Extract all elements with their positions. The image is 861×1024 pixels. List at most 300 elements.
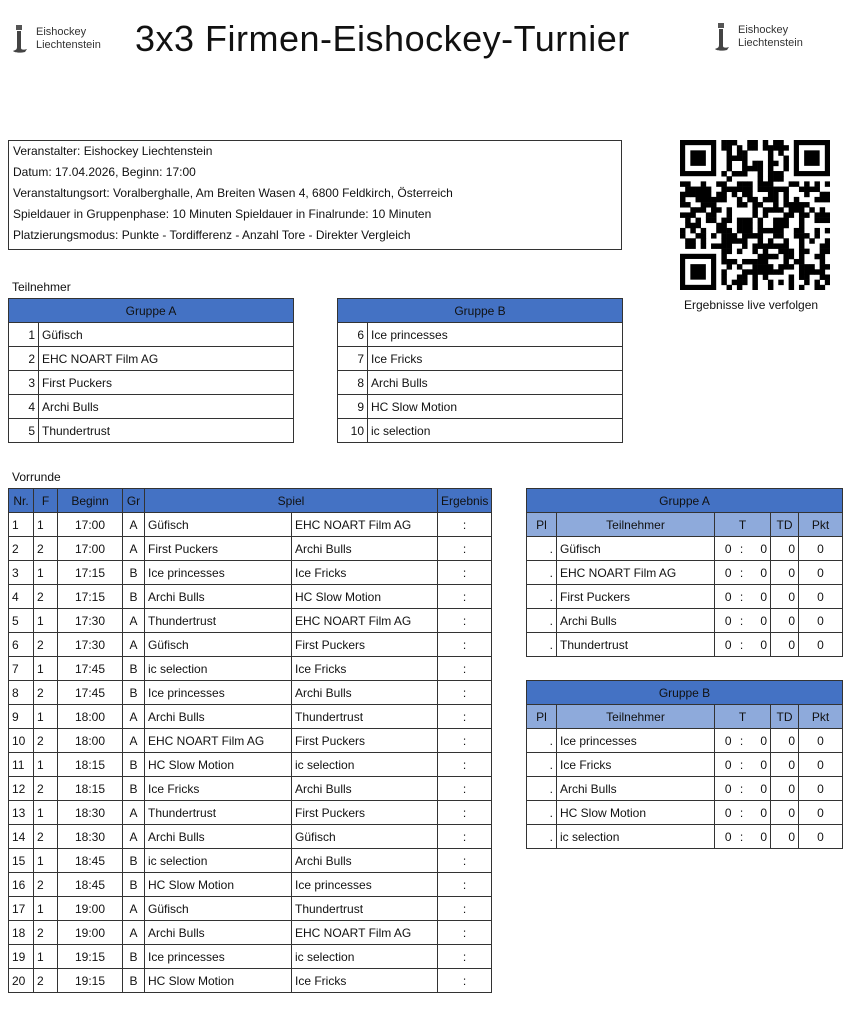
game-number: 12 bbox=[9, 777, 34, 801]
result: : bbox=[438, 945, 492, 969]
qr-code-icon[interactable] bbox=[680, 140, 830, 290]
home-team: Ice princesses bbox=[145, 561, 292, 585]
game-number: 6 bbox=[9, 633, 34, 657]
place: . bbox=[527, 537, 557, 561]
group: B bbox=[123, 657, 145, 681]
team-name: ic selection bbox=[557, 825, 715, 849]
points: 0 bbox=[799, 585, 843, 609]
participant-number: 6 bbox=[338, 323, 368, 347]
column-header: T bbox=[715, 705, 771, 729]
logo-text-1: Eishockey bbox=[738, 24, 789, 36]
goals-against: 0 bbox=[749, 537, 771, 561]
goals-separator: : bbox=[735, 825, 749, 849]
goals-against: 0 bbox=[749, 777, 771, 801]
goal-difference: 0 bbox=[771, 801, 799, 825]
group: B bbox=[123, 849, 145, 873]
start-time: 17:00 bbox=[58, 537, 123, 561]
goals-for: 0 bbox=[715, 561, 735, 585]
place: . bbox=[527, 561, 557, 585]
away-team: First Puckers bbox=[292, 729, 438, 753]
goals-separator: : bbox=[735, 633, 749, 657]
participants-group-a bbox=[8, 298, 294, 443]
participant-number: 1 bbox=[9, 323, 39, 347]
start-time: 19:15 bbox=[58, 969, 123, 993]
place: . bbox=[527, 825, 557, 849]
points: 0 bbox=[799, 729, 843, 753]
game-row bbox=[9, 969, 492, 993]
result: : bbox=[438, 705, 492, 729]
goals-separator: : bbox=[735, 753, 749, 777]
game-number: 2 bbox=[9, 537, 34, 561]
team-name: First Puckers bbox=[557, 585, 715, 609]
result: : bbox=[438, 681, 492, 705]
field: 2 bbox=[34, 825, 58, 849]
game-number: 8 bbox=[9, 681, 34, 705]
game-number: 5 bbox=[9, 609, 34, 633]
participant-name: EHC NOART Film AG bbox=[39, 347, 294, 371]
participant-row bbox=[9, 419, 294, 443]
goals-separator: : bbox=[735, 801, 749, 825]
team-name: Ice Fricks bbox=[557, 753, 715, 777]
goal-difference: 0 bbox=[771, 561, 799, 585]
group: B bbox=[123, 969, 145, 993]
game-number: 10 bbox=[9, 729, 34, 753]
start-time: 18:00 bbox=[58, 705, 123, 729]
group: B bbox=[123, 561, 145, 585]
goals-separator: : bbox=[735, 561, 749, 585]
team-name: Ice princesses bbox=[557, 729, 715, 753]
column-header: Nr. bbox=[9, 489, 34, 513]
game-row bbox=[9, 849, 492, 873]
group: A bbox=[123, 609, 145, 633]
away-team: EHC NOART Film AG bbox=[292, 609, 438, 633]
home-team: Archi Bulls bbox=[145, 585, 292, 609]
result: : bbox=[438, 969, 492, 993]
game-number: 16 bbox=[9, 873, 34, 897]
start-time: 19:00 bbox=[58, 897, 123, 921]
goal-difference: 0 bbox=[771, 609, 799, 633]
game-row bbox=[9, 561, 492, 585]
participant-number: 3 bbox=[9, 371, 39, 395]
column-header: Pkt bbox=[799, 513, 843, 537]
points: 0 bbox=[799, 633, 843, 657]
game-number: 20 bbox=[9, 969, 34, 993]
game-number: 18 bbox=[9, 921, 34, 945]
home-team: Archi Bulls bbox=[145, 921, 292, 945]
logo-text-1: Eishockey bbox=[36, 26, 87, 38]
goals-against: 0 bbox=[749, 825, 771, 849]
column-header: Pl bbox=[527, 513, 557, 537]
result: : bbox=[438, 561, 492, 585]
start-time: 19:00 bbox=[58, 921, 123, 945]
standings-title: Gruppe B bbox=[527, 681, 843, 705]
standings-row bbox=[527, 777, 843, 801]
game-row bbox=[9, 681, 492, 705]
participant-name: Ice princesses bbox=[368, 323, 623, 347]
game-row bbox=[9, 585, 492, 609]
standings-row bbox=[527, 585, 843, 609]
goals-separator: : bbox=[735, 729, 749, 753]
group: A bbox=[123, 537, 145, 561]
place: . bbox=[527, 609, 557, 633]
column-header: Spiel bbox=[145, 489, 438, 513]
goals-separator: : bbox=[735, 537, 749, 561]
goals-against: 0 bbox=[749, 633, 771, 657]
away-team: First Puckers bbox=[292, 801, 438, 825]
home-team: HC Slow Motion bbox=[145, 873, 292, 897]
home-team: Thundertrust bbox=[145, 609, 292, 633]
home-team: Ice princesses bbox=[145, 681, 292, 705]
goals-for: 0 bbox=[715, 585, 735, 609]
group: B bbox=[123, 873, 145, 897]
away-team: Archi Bulls bbox=[292, 777, 438, 801]
participant-row bbox=[338, 395, 623, 419]
result: : bbox=[438, 585, 492, 609]
info-date: Datum: 17.04.2026, Beginn: 17:00 bbox=[13, 165, 196, 179]
game-number: 15 bbox=[9, 849, 34, 873]
goals-for: 0 bbox=[715, 825, 735, 849]
game-number: 7 bbox=[9, 657, 34, 681]
away-team: ic selection bbox=[292, 945, 438, 969]
place: . bbox=[527, 633, 557, 657]
goal-difference: 0 bbox=[771, 585, 799, 609]
games-table bbox=[8, 488, 492, 993]
place: . bbox=[527, 753, 557, 777]
game-number: 4 bbox=[9, 585, 34, 609]
result: : bbox=[438, 897, 492, 921]
field: 1 bbox=[34, 705, 58, 729]
field: 1 bbox=[34, 897, 58, 921]
goal-difference: 0 bbox=[771, 633, 799, 657]
team-name: Güfisch bbox=[557, 537, 715, 561]
result: : bbox=[438, 657, 492, 681]
field: 2 bbox=[34, 537, 58, 561]
group: B bbox=[123, 753, 145, 777]
game-number: 13 bbox=[9, 801, 34, 825]
goals-against: 0 bbox=[749, 585, 771, 609]
column-header: T bbox=[715, 513, 771, 537]
goals-for: 0 bbox=[715, 609, 735, 633]
standings-row bbox=[527, 729, 843, 753]
result: : bbox=[438, 873, 492, 897]
group: B bbox=[123, 681, 145, 705]
game-row bbox=[9, 633, 492, 657]
field: 1 bbox=[34, 561, 58, 585]
place: . bbox=[527, 801, 557, 825]
page-title: 3x3 Firmen-Eishockey-Turnier bbox=[135, 18, 630, 59]
logo-right bbox=[712, 22, 803, 52]
game-number: 3 bbox=[9, 561, 34, 585]
away-team: Archi Bulls bbox=[292, 681, 438, 705]
field: 2 bbox=[34, 633, 58, 657]
field: 2 bbox=[34, 777, 58, 801]
start-time: 17:15 bbox=[58, 585, 123, 609]
column-header: TD bbox=[771, 513, 799, 537]
goals-separator: : bbox=[735, 609, 749, 633]
standings-title: Gruppe A bbox=[527, 489, 843, 513]
game-number: 9 bbox=[9, 705, 34, 729]
team-name: Thundertrust bbox=[557, 633, 715, 657]
away-team: Ice Fricks bbox=[292, 561, 438, 585]
participant-row bbox=[338, 347, 623, 371]
away-team: Ice princesses bbox=[292, 873, 438, 897]
info-organizer: Veranstalter: Eishockey Liechtenstein bbox=[13, 144, 213, 158]
standings-row bbox=[527, 753, 843, 777]
field: 2 bbox=[34, 969, 58, 993]
goals-against: 0 bbox=[749, 753, 771, 777]
qr-caption: Ergebnisse live verfolgen bbox=[684, 298, 819, 312]
goals-against: 0 bbox=[749, 609, 771, 633]
standings-row bbox=[527, 537, 843, 561]
start-time: 17:45 bbox=[58, 657, 123, 681]
away-team: Thundertrust bbox=[292, 897, 438, 921]
home-team: Güfisch bbox=[145, 633, 292, 657]
result: : bbox=[438, 801, 492, 825]
points: 0 bbox=[799, 825, 843, 849]
home-team: Ice princesses bbox=[145, 945, 292, 969]
home-team: Archi Bulls bbox=[145, 825, 292, 849]
away-team: First Puckers bbox=[292, 633, 438, 657]
start-time: 17:15 bbox=[58, 561, 123, 585]
team-name: Archi Bulls bbox=[557, 777, 715, 801]
standings-row bbox=[527, 633, 843, 657]
away-team: ic selection bbox=[292, 753, 438, 777]
standings-row bbox=[527, 609, 843, 633]
column-header: TD bbox=[771, 705, 799, 729]
result: : bbox=[438, 777, 492, 801]
group-header: Gruppe A bbox=[9, 299, 294, 323]
crown-l-logo-icon bbox=[10, 24, 28, 54]
goal-difference: 0 bbox=[771, 753, 799, 777]
goals-for: 0 bbox=[715, 801, 735, 825]
participant-name: First Puckers bbox=[39, 371, 294, 395]
crown-l-logo-icon bbox=[712, 22, 730, 52]
participant-number: 7 bbox=[338, 347, 368, 371]
game-row bbox=[9, 753, 492, 777]
info-duration: Spieldauer in Gruppenphase: 10 Minuten Spieldauer in Finalrunde: 10 Minuten bbox=[13, 207, 432, 221]
game-number: 19 bbox=[9, 945, 34, 969]
group: A bbox=[123, 633, 145, 657]
start-time: 17:45 bbox=[58, 681, 123, 705]
group: B bbox=[123, 585, 145, 609]
points: 0 bbox=[799, 753, 843, 777]
game-row bbox=[9, 945, 492, 969]
team-name: HC Slow Motion bbox=[557, 801, 715, 825]
field: 1 bbox=[34, 753, 58, 777]
participant-row bbox=[9, 371, 294, 395]
group: A bbox=[123, 729, 145, 753]
start-time: 18:00 bbox=[58, 729, 123, 753]
home-team: Güfisch bbox=[145, 513, 292, 537]
home-team: HC Slow Motion bbox=[145, 969, 292, 993]
start-time: 17:30 bbox=[58, 609, 123, 633]
field: 1 bbox=[34, 849, 58, 873]
participant-name: ic selection bbox=[368, 419, 623, 443]
participants-label: Teilnehmer bbox=[12, 280, 71, 294]
result: : bbox=[438, 753, 492, 777]
standings-row bbox=[527, 825, 843, 849]
start-time: 18:15 bbox=[58, 777, 123, 801]
away-team: EHC NOART Film AG bbox=[292, 513, 438, 537]
participant-number: 9 bbox=[338, 395, 368, 419]
start-time: 19:15 bbox=[58, 945, 123, 969]
away-team: EHC NOART Film AG bbox=[292, 921, 438, 945]
result: : bbox=[438, 825, 492, 849]
field: 1 bbox=[34, 609, 58, 633]
game-row bbox=[9, 705, 492, 729]
away-team: HC Slow Motion bbox=[292, 585, 438, 609]
home-team: ic selection bbox=[145, 657, 292, 681]
place: . bbox=[527, 729, 557, 753]
participant-name: HC Slow Motion bbox=[368, 395, 623, 419]
away-team: Archi Bulls bbox=[292, 537, 438, 561]
home-team: Archi Bulls bbox=[145, 705, 292, 729]
group: A bbox=[123, 705, 145, 729]
game-row bbox=[9, 801, 492, 825]
column-header: Pkt bbox=[799, 705, 843, 729]
participant-name: Thundertrust bbox=[39, 419, 294, 443]
game-row bbox=[9, 921, 492, 945]
home-team: First Puckers bbox=[145, 537, 292, 561]
result: : bbox=[438, 513, 492, 537]
goals-for: 0 bbox=[715, 633, 735, 657]
start-time: 17:30 bbox=[58, 633, 123, 657]
column-header: F bbox=[34, 489, 58, 513]
group: B bbox=[123, 777, 145, 801]
column-header: Gr bbox=[123, 489, 145, 513]
column-header: Teilnehmer bbox=[557, 513, 715, 537]
place: . bbox=[527, 585, 557, 609]
participant-number: 4 bbox=[9, 395, 39, 419]
group: A bbox=[123, 825, 145, 849]
away-team: Thundertrust bbox=[292, 705, 438, 729]
participant-number: 10 bbox=[338, 419, 368, 443]
points: 0 bbox=[799, 801, 843, 825]
standings-group-b bbox=[526, 680, 843, 849]
game-row bbox=[9, 537, 492, 561]
goals-against: 0 bbox=[749, 561, 771, 585]
start-time: 18:30 bbox=[58, 825, 123, 849]
field: 1 bbox=[34, 657, 58, 681]
game-number: 17 bbox=[9, 897, 34, 921]
home-team: Güfisch bbox=[145, 897, 292, 921]
away-team: Ice Fricks bbox=[292, 657, 438, 681]
participant-row bbox=[338, 323, 623, 347]
result: : bbox=[438, 609, 492, 633]
participant-row bbox=[338, 371, 623, 395]
goal-difference: 0 bbox=[771, 729, 799, 753]
field: 2 bbox=[34, 873, 58, 897]
participant-row bbox=[9, 395, 294, 419]
game-row bbox=[9, 609, 492, 633]
game-row bbox=[9, 897, 492, 921]
game-number: 14 bbox=[9, 825, 34, 849]
game-number: 11 bbox=[9, 753, 34, 777]
start-time: 18:30 bbox=[58, 801, 123, 825]
column-header: Pl bbox=[527, 705, 557, 729]
result: : bbox=[438, 921, 492, 945]
goals-for: 0 bbox=[715, 729, 735, 753]
logo-text-2: Liechtenstein bbox=[36, 39, 101, 51]
home-team: Ice Fricks bbox=[145, 777, 292, 801]
field: 2 bbox=[34, 681, 58, 705]
participant-name: Archi Bulls bbox=[368, 371, 623, 395]
goal-difference: 0 bbox=[771, 825, 799, 849]
participant-name: Archi Bulls bbox=[39, 395, 294, 419]
field: 2 bbox=[34, 585, 58, 609]
standings-row bbox=[527, 561, 843, 585]
place: . bbox=[527, 777, 557, 801]
logo-text-2: Liechtenstein bbox=[738, 37, 803, 49]
home-team: HC Slow Motion bbox=[145, 753, 292, 777]
event-info-box bbox=[8, 140, 622, 250]
start-time: 18:45 bbox=[58, 873, 123, 897]
vorrunde-label: Vorrunde bbox=[12, 470, 61, 484]
goal-difference: 0 bbox=[771, 777, 799, 801]
participant-name: Ice Fricks bbox=[368, 347, 623, 371]
column-header: Ergebnis bbox=[438, 489, 492, 513]
participant-number: 2 bbox=[9, 347, 39, 371]
standings-row bbox=[527, 801, 843, 825]
home-team: EHC NOART Film AG bbox=[145, 729, 292, 753]
team-name: Archi Bulls bbox=[557, 609, 715, 633]
column-header: Beginn bbox=[58, 489, 123, 513]
home-team: ic selection bbox=[145, 849, 292, 873]
group: A bbox=[123, 921, 145, 945]
points: 0 bbox=[799, 609, 843, 633]
participants-group-b bbox=[337, 298, 623, 443]
goals-against: 0 bbox=[749, 729, 771, 753]
game-row bbox=[9, 873, 492, 897]
standings-group-a bbox=[526, 488, 843, 657]
logo-left bbox=[10, 24, 101, 54]
participant-row bbox=[9, 347, 294, 371]
goals-for: 0 bbox=[715, 753, 735, 777]
result: : bbox=[438, 729, 492, 753]
group: A bbox=[123, 897, 145, 921]
goal-difference: 0 bbox=[771, 537, 799, 561]
result: : bbox=[438, 537, 492, 561]
points: 0 bbox=[799, 777, 843, 801]
points: 0 bbox=[799, 537, 843, 561]
field: 1 bbox=[34, 945, 58, 969]
home-team: Thundertrust bbox=[145, 801, 292, 825]
field: 2 bbox=[34, 921, 58, 945]
participant-name: Güfisch bbox=[39, 323, 294, 347]
group: A bbox=[123, 513, 145, 537]
game-row bbox=[9, 825, 492, 849]
game-row bbox=[9, 657, 492, 681]
game-row bbox=[9, 777, 492, 801]
group: B bbox=[123, 945, 145, 969]
goals-against: 0 bbox=[749, 801, 771, 825]
info-ranking-mode: Platzierungsmodus: Punkte - Tordifferenz - Anzahl Tore - Direkter Vergleich bbox=[13, 228, 411, 242]
game-row bbox=[9, 513, 492, 537]
game-row bbox=[9, 729, 492, 753]
info-venue: Veranstaltungsort: Voralberghalle, Am Breiten Wasen 4, 6800 Feldkirch, Österreich bbox=[13, 186, 453, 200]
field: 1 bbox=[34, 513, 58, 537]
goals-for: 0 bbox=[715, 537, 735, 561]
goals-for: 0 bbox=[715, 777, 735, 801]
start-time: 18:15 bbox=[58, 753, 123, 777]
team-name: EHC NOART Film AG bbox=[557, 561, 715, 585]
participant-number: 5 bbox=[9, 419, 39, 443]
points: 0 bbox=[799, 561, 843, 585]
group-header: Gruppe B bbox=[338, 299, 623, 323]
participant-number: 8 bbox=[338, 371, 368, 395]
away-team: Ice Fricks bbox=[292, 969, 438, 993]
result: : bbox=[438, 633, 492, 657]
